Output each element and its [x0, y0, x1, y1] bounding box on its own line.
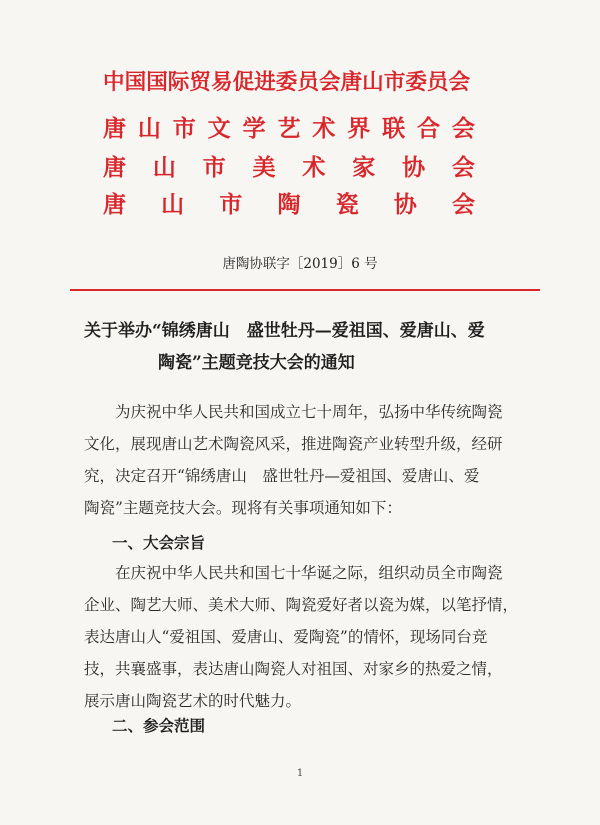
issuer-char: 市 — [219, 191, 243, 218]
issuer-char: 会 — [451, 115, 475, 142]
issuer-char: 山 — [152, 154, 176, 181]
section-1-line: 技，共襄盛事，表达唐山陶瓷人对祖国、对家乡的热爱之情， — [84, 660, 503, 678]
issuer-char: 会 — [451, 154, 475, 181]
issuer-char: 唐 — [103, 154, 126, 181]
issuer-char: 唐 — [103, 191, 126, 218]
red-divider — [70, 289, 540, 291]
issuer-char: 市 — [172, 115, 196, 142]
issuer-char: 协 — [393, 191, 417, 218]
section-1-line: 企业、陶艺大师、美术大师、陶瓷爱好者以瓷为媒，以笔抒情， — [84, 596, 519, 614]
issuer-char: 艺 — [277, 115, 301, 142]
issuer-char: 市 — [202, 154, 226, 181]
issuer-line-1: 中国国际贸易促进委员会唐山市委员会 — [103, 70, 471, 95]
issuer-char: 界 — [347, 115, 371, 142]
section-2-heading: 二、参会范围 — [112, 716, 206, 735]
page-number: 1 — [296, 768, 304, 779]
issuer-char: 会 — [451, 191, 475, 218]
section-1-line: 在庆祝中华人民共和国七十华诞之际，组织动员全市陶瓷 — [84, 564, 503, 582]
issuer-char: 术 — [312, 115, 336, 142]
issuer-char: 瓷 — [335, 191, 359, 218]
issuer-char: 美 — [252, 154, 276, 181]
section-1-line: 展示唐山陶瓷艺术的时代魅力。 — [84, 692, 302, 710]
issuer-line-2 — [103, 117, 475, 140]
notice-title-line-2: 陶瓷”主题竞技大会的通知 — [158, 353, 355, 373]
issuer-char: 唐 — [103, 115, 126, 142]
intro-line: 陶瓷”主题竞技大会。现将有关事项通知如下： — [84, 499, 402, 517]
issuer-char: 联 — [382, 115, 406, 142]
issuer-char: 学 — [242, 115, 266, 142]
issuer-char: 山 — [161, 191, 185, 218]
section-1-heading: 一、大会宗旨 — [112, 533, 206, 552]
intro-paragraph — [84, 396, 524, 524]
issuer-char: 家 — [352, 154, 376, 181]
issuer-char: 术 — [302, 154, 326, 181]
issuer-line-4 — [103, 193, 475, 216]
issuer-char: 文 — [207, 115, 231, 142]
intro-line: 文化，展现唐山艺术陶瓷风采，推进陶瓷产业转型升级，经研 — [84, 435, 503, 453]
intro-line: 究，决定召开“锦绣唐山 盛世牡丹—爱祖国、爱唐山、爱 — [84, 467, 480, 485]
document-number: 唐陶协联字［2019］6 号 — [222, 256, 378, 272]
notice-title-line-1: 关于举办“锦绣唐山 盛世牡丹—爱祖国、爱唐山、爱 — [84, 321, 485, 341]
section-1-paragraph — [84, 557, 524, 717]
issuer-char: 协 — [402, 154, 426, 181]
issuer-char: 山 — [137, 115, 161, 142]
section-1-line: 表达唐山人“爱祖国、爱唐山、爱陶瓷”的情怀，现场同台竞 — [84, 628, 488, 646]
intro-line: 为庆祝中华人民共和国成立七十周年，弘扬中华传统陶瓷 — [84, 403, 503, 421]
issuer-char: 合 — [417, 115, 441, 142]
issuer-char: 陶 — [277, 191, 301, 218]
issuer-line-3 — [103, 156, 475, 179]
